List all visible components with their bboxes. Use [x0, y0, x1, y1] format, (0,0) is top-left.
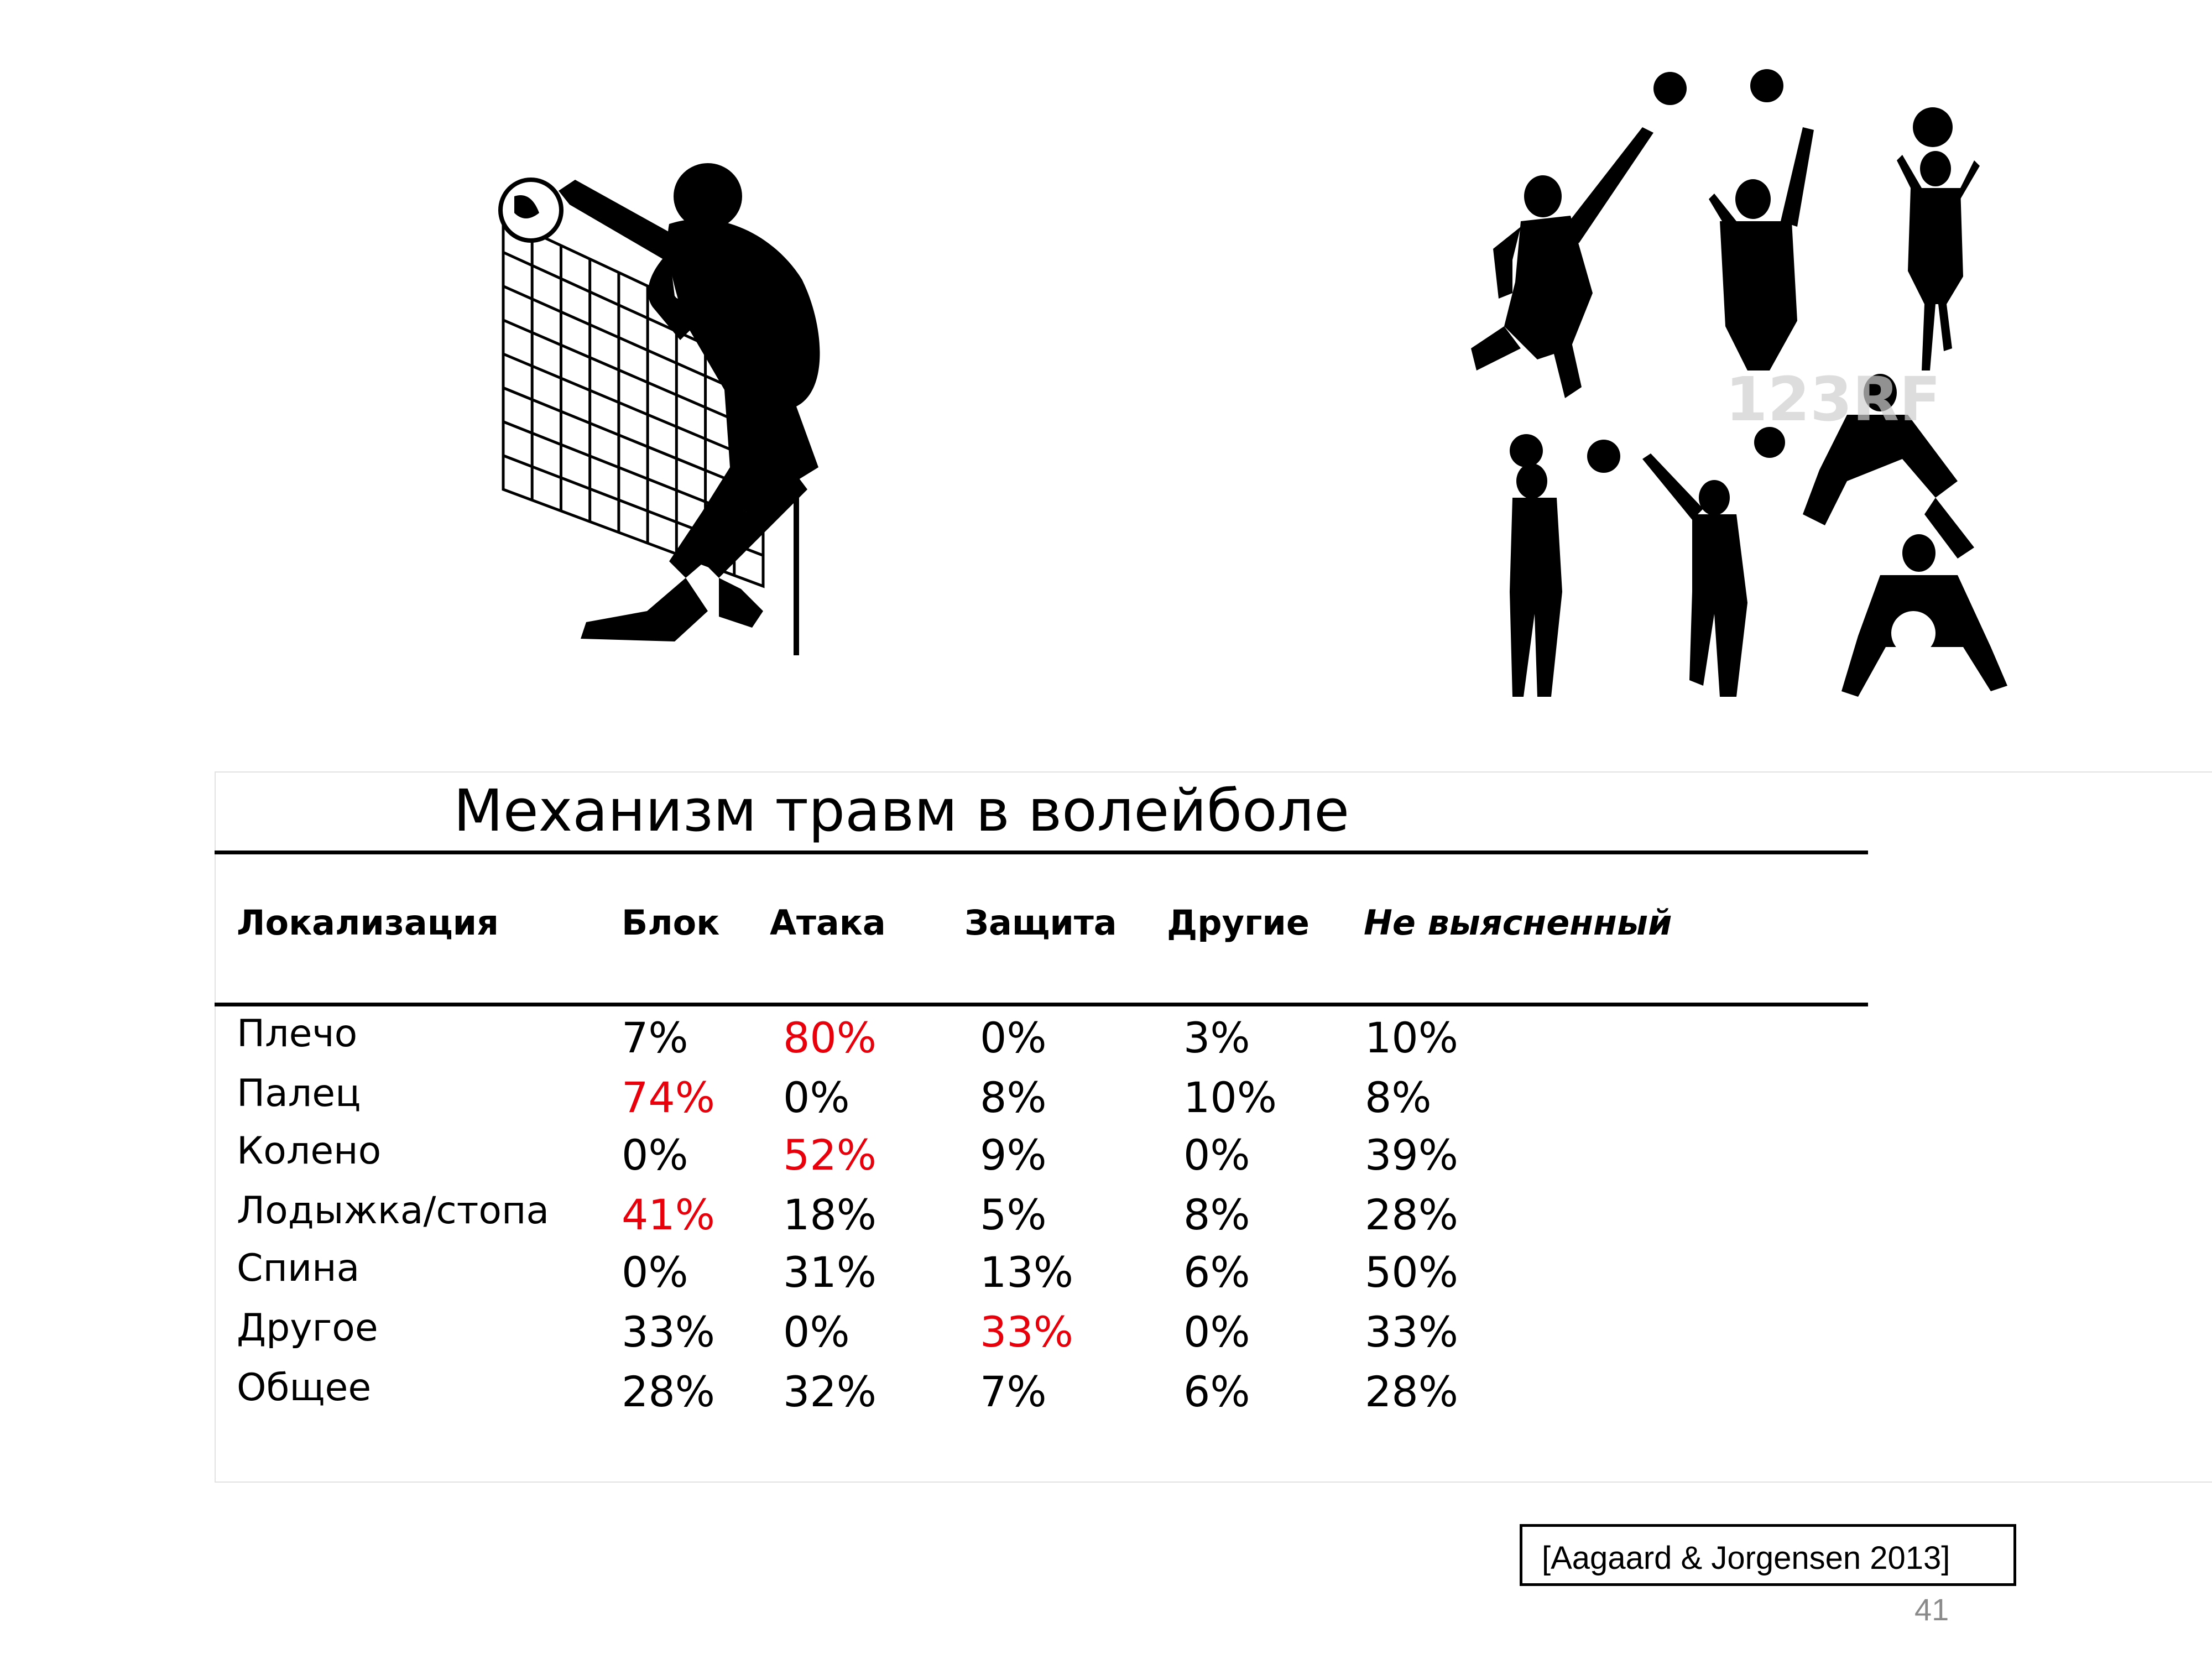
- table-cell: 0%: [980, 1013, 1047, 1062]
- volleyball-spiker-icon: [487, 158, 929, 661]
- header-attack: Атака: [770, 902, 886, 943]
- table-cell: 3%: [1183, 1013, 1250, 1062]
- table-cell: 28%: [622, 1367, 715, 1416]
- row-label: Палец: [237, 1072, 361, 1115]
- table-cell: 10%: [1365, 1013, 1458, 1062]
- page-number: 41: [1914, 1592, 1949, 1627]
- table-cell: 31%: [783, 1248, 877, 1297]
- table-cell: 52%: [783, 1130, 877, 1180]
- row-label: Лодыжка/стопа: [237, 1189, 550, 1233]
- table-cell: 39%: [1365, 1130, 1458, 1180]
- volleyball-silhouettes-icon: [1460, 61, 2024, 719]
- table-cell: 0%: [783, 1073, 850, 1122]
- table-cell: 0%: [1183, 1130, 1250, 1180]
- table-cell: 41%: [622, 1190, 715, 1239]
- table-cell: 7%: [622, 1013, 688, 1062]
- table-cell: 9%: [980, 1130, 1047, 1180]
- table-cell: 33%: [1365, 1307, 1458, 1357]
- table-cell: 74%: [622, 1073, 715, 1122]
- table-cell: 7%: [980, 1367, 1047, 1416]
- table-cell: 5%: [980, 1190, 1047, 1239]
- row-label: Колено: [237, 1129, 382, 1173]
- table-cell: 28%: [1365, 1190, 1458, 1239]
- header-rule: [215, 1003, 1868, 1006]
- citation: [Aagaard & Jorgensen 2013]: [1542, 1540, 1950, 1576]
- table-cell: 50%: [1365, 1248, 1458, 1297]
- table-cell: 0%: [783, 1307, 850, 1357]
- table-cell: 28%: [1365, 1367, 1458, 1416]
- header-defense: Защита: [964, 902, 1117, 943]
- table-cell: 0%: [1183, 1307, 1250, 1357]
- table-cell: 6%: [1183, 1248, 1250, 1297]
- table-cell: 6%: [1183, 1367, 1250, 1416]
- table-cell: 10%: [1183, 1073, 1277, 1122]
- header-block: Блок: [622, 902, 720, 943]
- table-cell: 18%: [783, 1190, 877, 1239]
- table-cell: 33%: [622, 1307, 715, 1357]
- table-title: Механизм травм в волейболе: [453, 777, 1350, 844]
- table-cell: 33%: [980, 1307, 1073, 1357]
- table-cell: 13%: [980, 1248, 1073, 1297]
- header-other: Другие: [1167, 902, 1310, 943]
- watermark: 123RF: [1725, 364, 1941, 435]
- row-label: Плечо: [237, 1012, 358, 1056]
- header-unclear: Не выясненный: [1364, 902, 1672, 943]
- row-label: Спина: [237, 1246, 360, 1290]
- table-cell: 8%: [980, 1073, 1047, 1122]
- table-cell: 32%: [783, 1367, 877, 1416]
- title-rule: [215, 851, 1868, 854]
- table-cell: 80%: [783, 1013, 877, 1062]
- header-localization: Локализация: [237, 902, 499, 943]
- table-cell: 0%: [622, 1248, 688, 1297]
- table-cell: 8%: [1183, 1190, 1250, 1239]
- table-cell: 0%: [622, 1130, 688, 1180]
- row-label: Другое: [237, 1306, 378, 1350]
- table-cell: 8%: [1365, 1073, 1432, 1122]
- row-label: Общее: [237, 1366, 372, 1410]
